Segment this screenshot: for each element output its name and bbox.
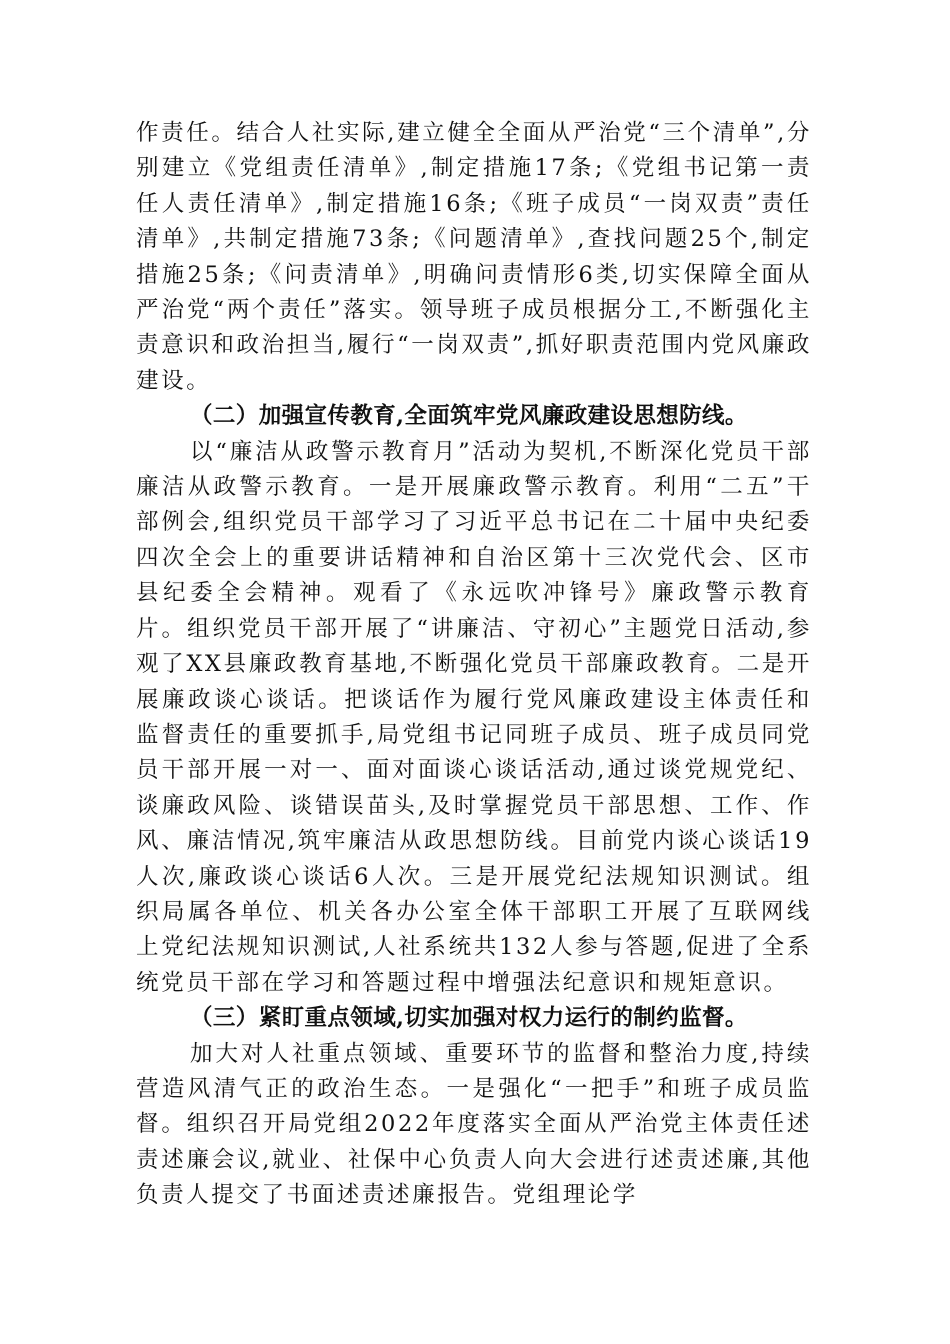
paragraph-key-areas-supervision: 加大对人社重点领域、重要环节的监督和整治力度,持续营造风清气正的政治生态。一是强化“一把手”和班子成员监督。组织召开局党组2022年度落实全面从严治党主体责任述责述廉会议,就业、社保中心负责人向大会进行述责述廉,其他负责人提交了书面述责述廉报告。党组理论学 xyxy=(136,1040,812,1209)
section-heading-three: （三）紧盯重点领域,切实加强对权力运行的制约监督。 xyxy=(190,1005,748,1032)
document-body xyxy=(136,116,812,1214)
section-heading-two: （二）加强宣传教育,全面筑牢党风廉政建设思想防线。 xyxy=(190,403,748,430)
paragraph-responsibility-lists: 作责任。结合人社实际,建立健全全面从严治党“三个清单”,分别建立《党组责任清单》,制定措施17条;《党组书记第一责任人责任清单》,制定措施16条;《班子成员“一岗双责”责任清单》,共制定措施73条;《问题清单》,查找问题25个,制定措施25条;《问责清单》,明确问责情形6类,切实保障全面从严治党“两个责任”落实。领导班子成员根据分工,不断强化主责意识和政治担当,履行“一岗双责”,抓好职责范围内党风廉政建设。 xyxy=(136,120,812,394)
paragraph-publicity-education: 以“廉洁从政警示教育月”活动为契机,不断深化党员干部廉洁从政警示教育。一是开展廉政警示教育。利用“二五”干部例会,组织党员干部学习了习近平总书记在二十届中央纪委四次全会上的重要讲话精神和自治区第十三次党代会、区市县纪委全会精神。观看了《永远吹冲锋号》廉政警示教育片。组织党员干部开展了“讲廉洁、守初心”主题党日活动,参观了XX县廉政教育基地,不断强化党员干部廉政教育。二是开展廉政谈心谈话。把谈话作为履行党风廉政建设主体责任和监督责任的重要抓手,局党组书记同班子成员、班子成员同党员干部开展一对一、面对面谈心谈话活动,通过谈党规党纪、谈廉政风险、谈错误苗头,及时掌握党员干部思想、工作、作风、廉洁情况,筑牢廉洁从政思想防线。目前党内谈心谈话19人次,廉政谈心谈话6人次。三是开展党纪法规知识测试。组织局属各单位、机关各办公室全体干部职工开展了互联网线上党纪法规知识测试,人社系统共132人参与答题,促进了全系统党员干部在学习和答题过程中增强法纪意识和规矩意识。 xyxy=(136,438,812,996)
